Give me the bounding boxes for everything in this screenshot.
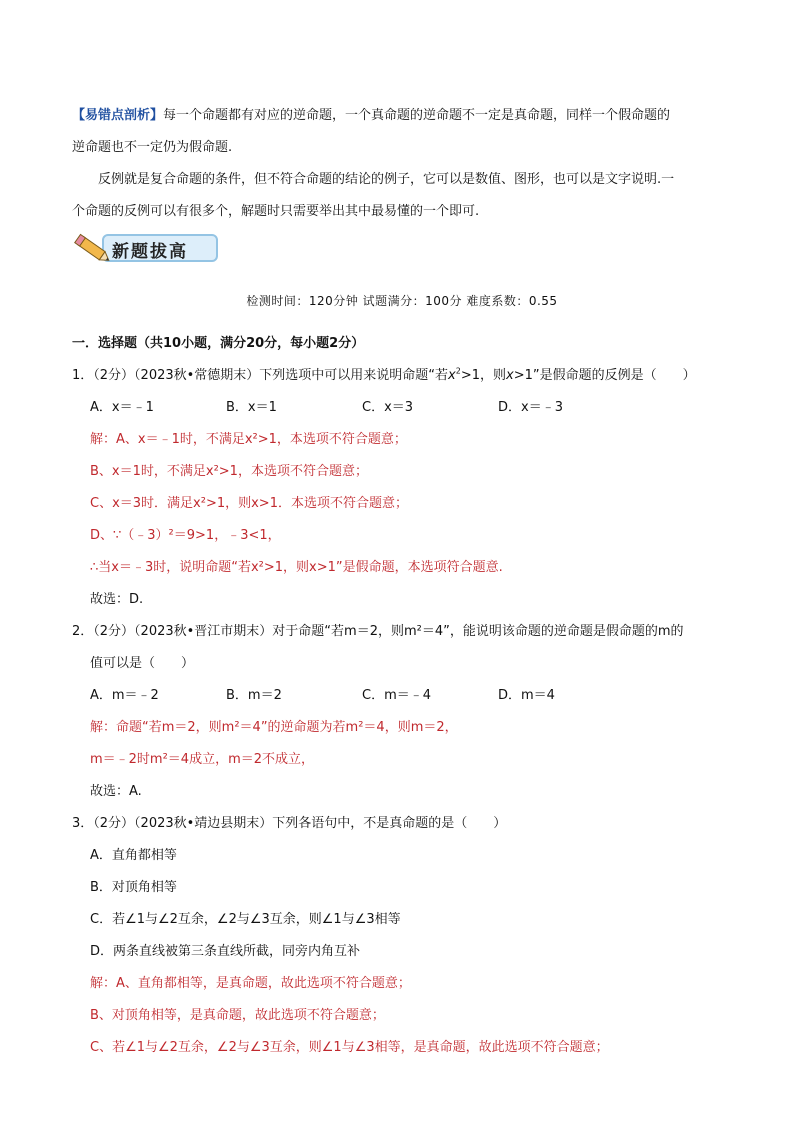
intro-tag: 【易错点剖析】 xyxy=(72,108,164,123)
q3-stem: 3．（2分）（2023秋•靖边县期末）下列各语句中，不是真命题的是（ ） xyxy=(72,816,507,831)
q2-option-a[interactable]: A．m＝﹣2 xyxy=(90,688,159,703)
exam-meta: 检测时间：120分钟 试题满分：100分 难度系数：0.55 xyxy=(246,294,558,308)
q1-option-b[interactable]: B．x＝1 xyxy=(226,400,277,415)
q1-option-a[interactable]: A．x＝﹣1 xyxy=(90,400,154,415)
q1-solution-line: 解：A、x＝﹣1时，不满足x²>1，本选项不符合题意； xyxy=(90,432,407,447)
banner-label: 新题拔高 xyxy=(112,242,188,262)
q1-option-c[interactable]: C．x＝3 xyxy=(362,400,414,415)
q1-solution-line: D、∵（﹣3）²＝9>1，﹣3<1， xyxy=(90,528,281,543)
q2-answer: 故选：A. xyxy=(90,784,142,799)
q3-solution-line: B、对顶角相等，是真命题，故此选项不符合题意； xyxy=(90,1008,385,1023)
q1-stem-d: >1，则 xyxy=(460,368,506,383)
pencil-icon xyxy=(72,230,116,270)
intro-text-1: 每一个命题都有对应的逆命题，一个真命题的逆命题不一定是真命题，同样一个假命题的 xyxy=(163,108,671,123)
intro-paragraph-2-line-2: 个命题的反例可以有很多个，解题时只需要举出其中最易懂的一个即可. xyxy=(72,204,480,219)
section-banner xyxy=(72,230,732,274)
q1-solution-line: ∴当x＝﹣3时，说明命题“若x²>1，则x>1”是假命题，本选项符合题意. xyxy=(90,560,503,575)
q1-stem-exp: 2 xyxy=(455,366,461,376)
q1-option-d[interactable]: D．x＝﹣3 xyxy=(498,400,563,415)
q1-solution-line: C、x＝3时．满足x²>1，则x>1．本选项不符合题意； xyxy=(90,496,408,511)
q2-solution-line: m＝﹣2时m²＝4成立，m＝2不成立， xyxy=(90,752,315,767)
q1-stem-var: x xyxy=(448,368,456,383)
q1-stem xyxy=(72,360,732,392)
q1-options xyxy=(72,392,732,424)
q3-solution-line: 解：A、直角都相等，是真命题，故此选项不符合题意； xyxy=(90,976,411,991)
section-title: 一．选择题（共10小题，满分20分，每小题2分） xyxy=(72,336,365,351)
q1-stem-a: 1．（2分）（2023秋•常德期末）下列选项中可以用来说明命题“若 xyxy=(72,368,449,383)
intro-text-2: 逆命题也不一定仍为假命题. xyxy=(72,140,233,155)
q3-option-d[interactable]: D．两条直线被第三条直线所截，同旁内角互补 xyxy=(90,944,361,959)
q3-solution-line: C、若∠1与∠2互余，∠2与∠3互余，则∠1与∠3相等，是真命题，故此选项不符合题意； xyxy=(90,1040,609,1055)
content xyxy=(72,100,732,1064)
q1-solution-line: B、x＝1时，不满足x²>1，本选项不符合题意； xyxy=(90,464,368,479)
q2-option-b[interactable]: B．m＝2 xyxy=(226,688,282,703)
q3-option-b[interactable]: B．对顶角相等 xyxy=(90,880,177,895)
q3-option-a[interactable]: A．直角都相等 xyxy=(90,848,177,863)
q2-options xyxy=(72,680,732,712)
q1-answer: 故选：D. xyxy=(90,592,144,607)
q2-solution-line: 解：命题“若m＝2，则m²＝4”的逆命题为若m²＝4，则m＝2， xyxy=(90,720,458,735)
q2-option-c[interactable]: C．m＝﹣4 xyxy=(362,688,432,703)
q1-stem-var-2: x xyxy=(506,368,514,383)
q2-stem: 2．（2分）（2023秋•晋江市期末）对于命题“若m＝2，则m²＝4”，能说明该命题的逆命题是假命题的m的 xyxy=(72,624,684,639)
q2-option-d[interactable]: D．m＝4 xyxy=(498,688,555,703)
q1-stem-f: >1”是假命题的反例是（ ） xyxy=(513,368,696,383)
intro-paragraph-2-line-1: 反例就是复合命题的条件，但不符合命题的结论的例子，它可以是数值、图形，也可以是文字说明.一 xyxy=(98,172,675,187)
intro-paragraph xyxy=(72,100,732,132)
q2-stem-cont: 值可以是（ ） xyxy=(90,656,195,671)
q3-option-c[interactable]: C．若∠1与∠2互余，∠2与∠3互余，则∠1与∠3相等 xyxy=(90,912,401,927)
